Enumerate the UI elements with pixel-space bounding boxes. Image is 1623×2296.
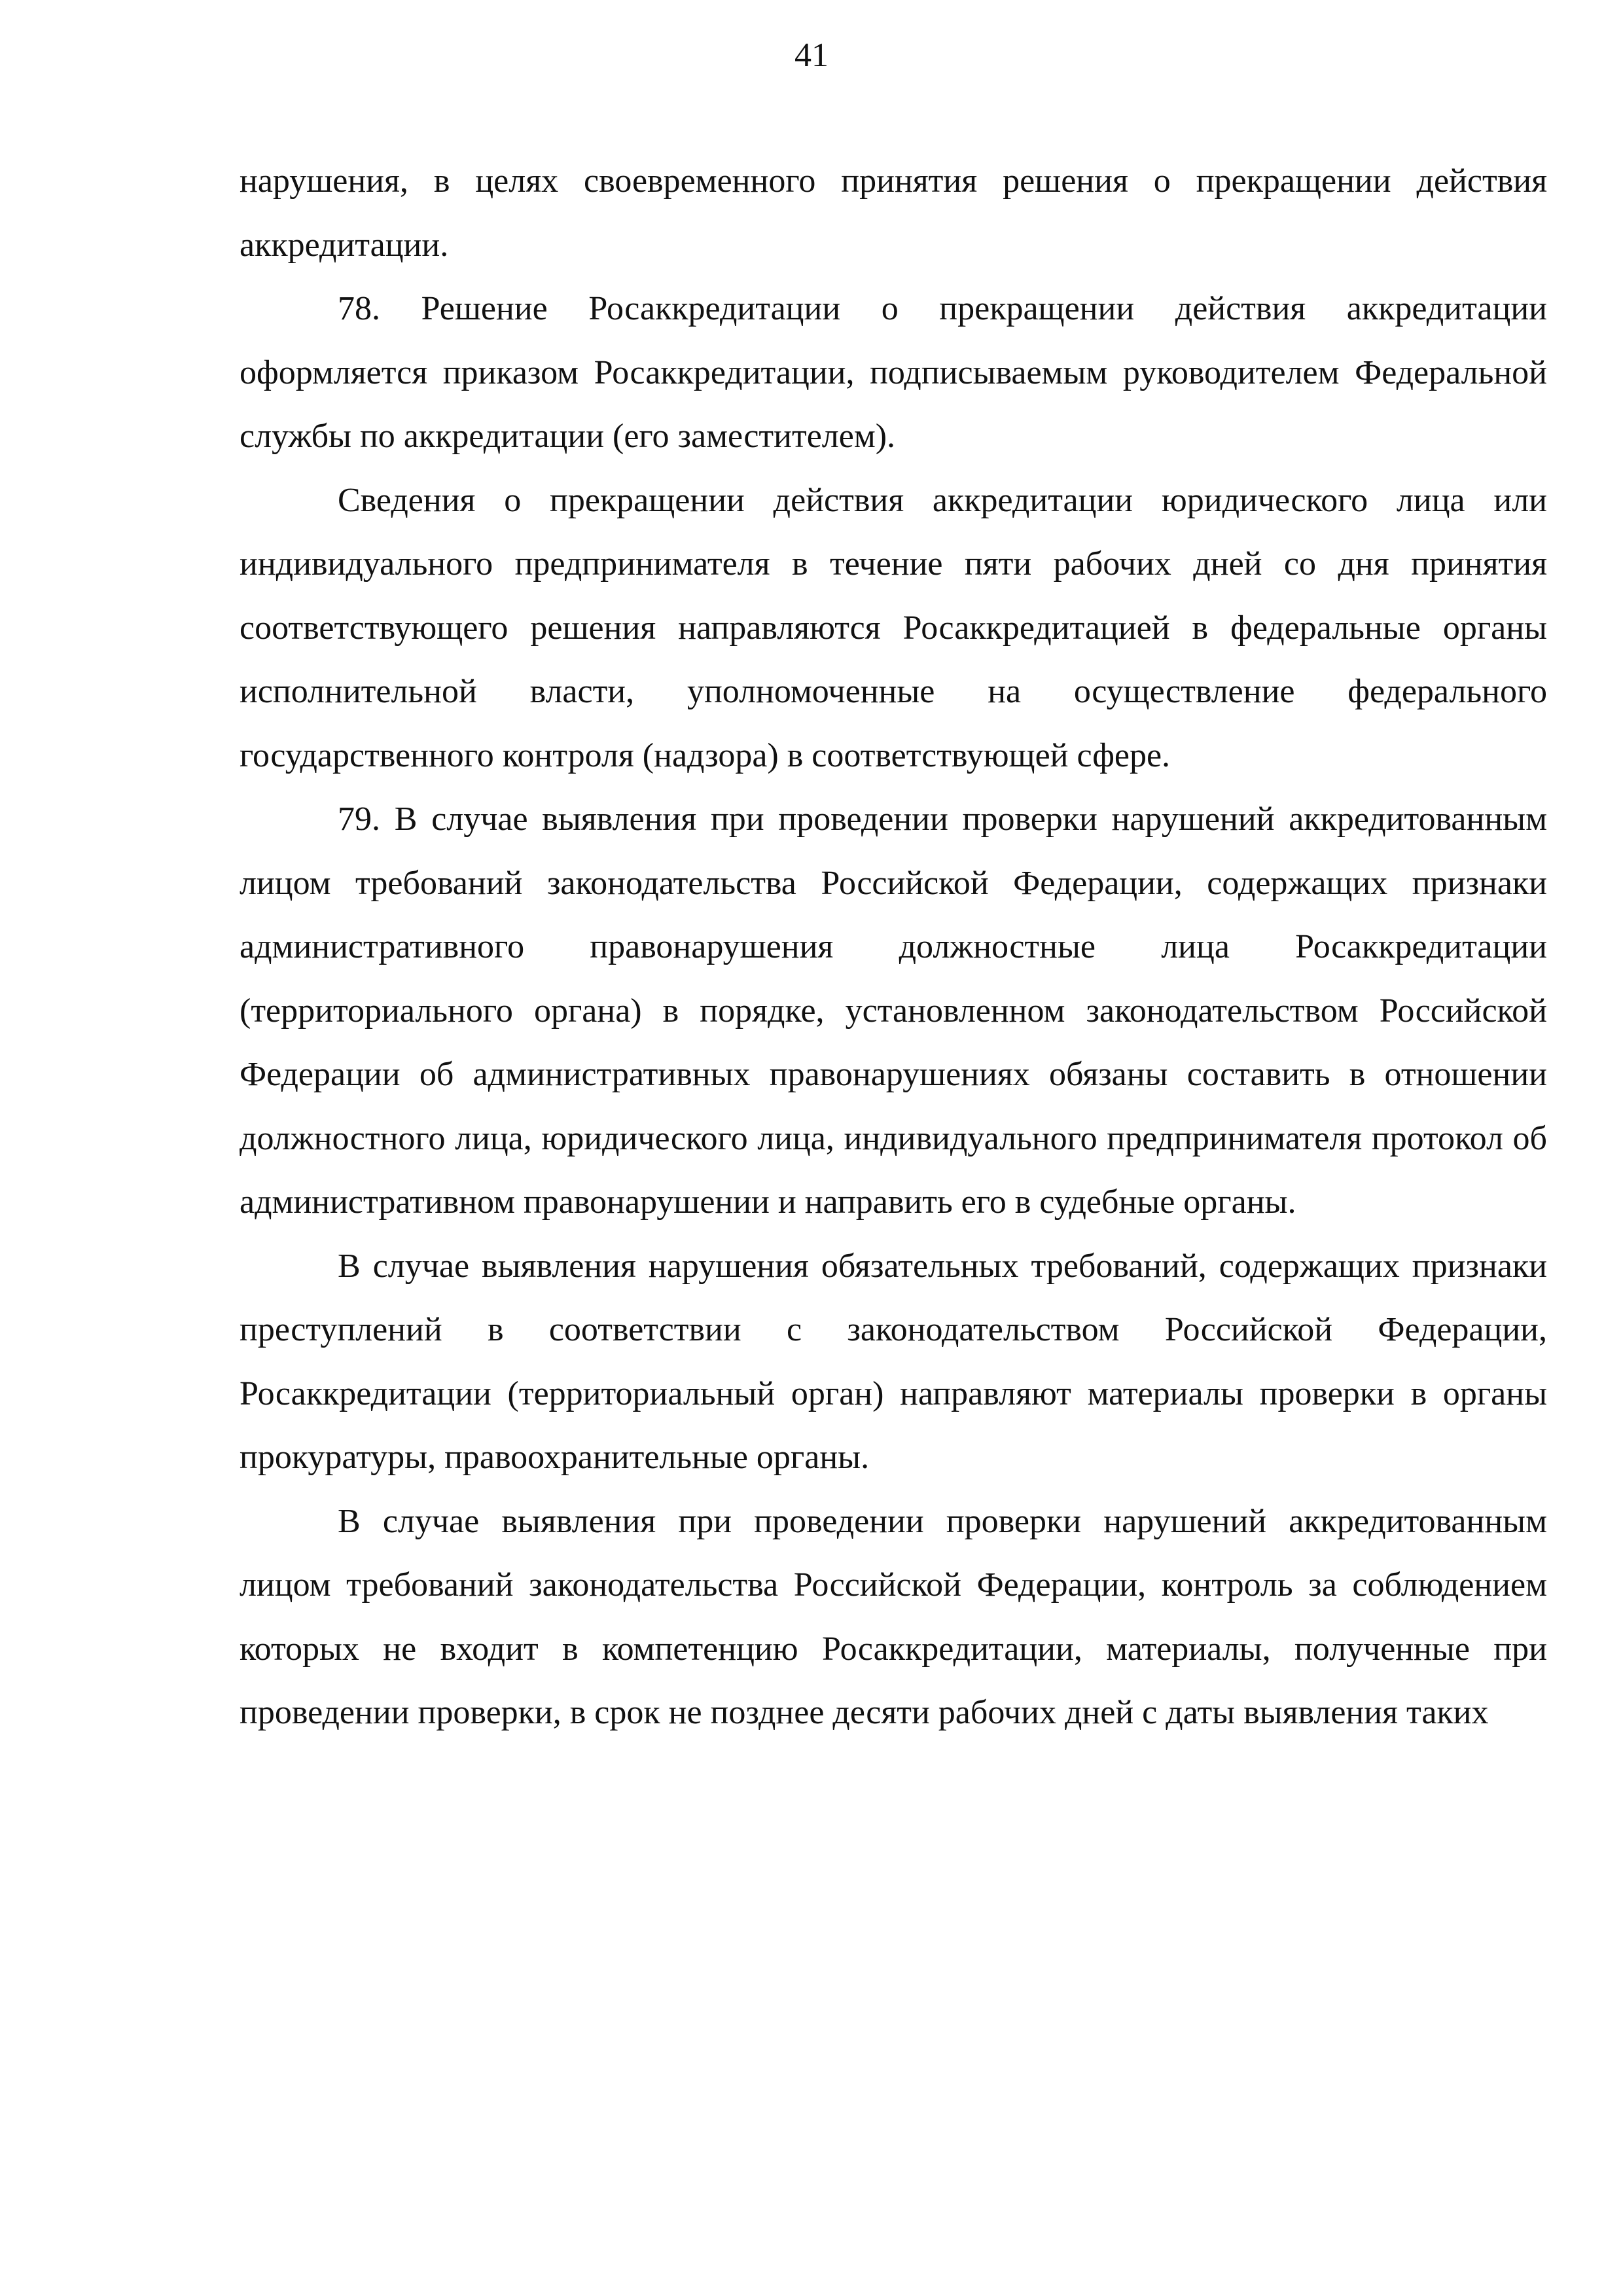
paragraph-continuation: нарушения, в целях своевременного принятия решения о прекращении действия аккредитации.	[240, 162, 1547, 264]
paragraph-item-79: 79. В случае выявления при проведении проверки нарушений аккредитованным лицом требований законодательства Российской Федерации, содержащих признаки административного правонарушения должностные лица Росаккредитации (территориального органа) в порядке, установленном законодательством Российской Федерации об административных правонарушениях обязаны составить в отношении должностного лица, юридического лица, индивидуального предпринимателя протокол об административном правонарушении и направить его в судебные органы.	[240, 800, 1547, 1221]
document-body	[240, 149, 1547, 1745]
page-number: 41	[794, 37, 829, 74]
paragraph-outside-competence: В случае выявления при проведении проверки нарушений аккредитованным лицом требований законодательства Российской Федерации, контроль за соблюдением которых не входит в компетенцию Росаккредитации, материалы, полученные при проведении проверки, в срок не позднее десяти рабочих дней с даты выявления таких	[240, 1502, 1547, 1731]
paragraph-item-78: 78. Решение Росаккредитации о прекращении действия аккредитации оформляется приказом Росаккредитации, подписываемым руководителем Федеральной службы по аккредитации (его заместителем).	[240, 290, 1547, 455]
paragraph-termination-info: Сведения о прекращении действия аккредитации юридического лица или индивидуального предпринимателя в течение пяти рабочих дней со дня принятия соответствующего решения направляются Росаккредитацией в федеральные органы исполнительной власти, уполномоченные на осуществление федерального государственного контроля (надзора) в соответствующей сфере.	[240, 481, 1547, 774]
paragraph-criminal-violations: В случае выявления нарушения обязательных требований, содержащих признаки преступлений в соответствии с законодательством Российской Федерации, Росаккредитации (территориальный орган) направляют материалы проверки в органы прокуратуры, правоохранительные органы.	[240, 1247, 1547, 1476]
